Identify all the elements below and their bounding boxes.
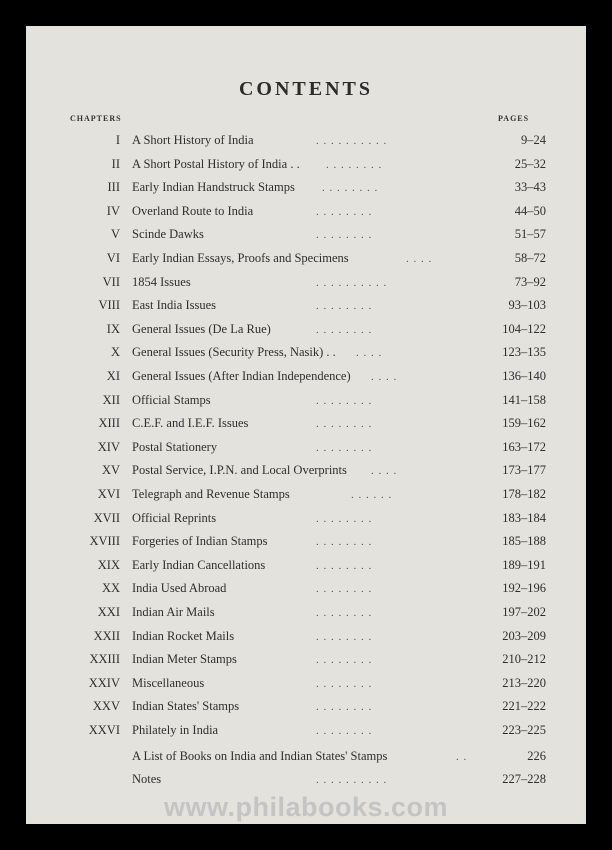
- chapter-title: A Short History of India: [132, 133, 254, 147]
- chapter-title: Philately in India: [132, 723, 219, 737]
- page-range: 223–225: [502, 723, 546, 737]
- page-title: CONTENTS: [238, 78, 374, 100]
- toc-entry: [26, 487, 586, 507]
- dot-leader: . . . . . . . .: [316, 677, 373, 690]
- chapter-title: Notes: [132, 772, 162, 787]
- chapter-title: Miscellaneous: [132, 675, 205, 690]
- dot-leader: . . . . . . . .: [316, 300, 373, 313]
- toc-entry: [26, 511, 586, 531]
- watermark: www.philabooks.com: [163, 792, 449, 822]
- chapter-number: II: [111, 156, 120, 171]
- toc-entry: [26, 440, 586, 460]
- chapter-title: Early Indian Essays, Proofs and Specimens: [132, 251, 349, 265]
- page-range: 44–50: [514, 203, 546, 218]
- toc-entry: [26, 275, 586, 295]
- chapter-title: Indian States' Stamps: [132, 699, 240, 714]
- chapter-title: A List of Books on India and Indian States' Stamps: [132, 748, 388, 763]
- dot-leader: . . . . . . . .: [316, 536, 373, 549]
- page-range: 163–172: [502, 439, 546, 454]
- page-range: 33–43: [514, 180, 546, 195]
- dot-leader: . . . . . . . .: [316, 701, 373, 714]
- chapter-number: XXII: [93, 628, 120, 643]
- toc-entry: [26, 227, 586, 247]
- chapter-number: XVIII: [89, 534, 120, 549]
- toc-entry: [26, 534, 586, 554]
- chapter-number: IV: [106, 203, 120, 218]
- chapter-number: XXV: [92, 699, 120, 714]
- chapter-number: XXVI: [88, 723, 120, 737]
- chapter-title: Early Indian Cancellations: [132, 557, 266, 572]
- toc-entry: [26, 369, 586, 389]
- chapter-number: III: [107, 180, 120, 195]
- chapter-title: C.E.F. and I.E.F. Issues: [132, 416, 249, 431]
- dot-leader: . . . . . . . .: [316, 607, 373, 619]
- chapter-number: XVII: [93, 510, 120, 525]
- page-range: 51–57: [514, 227, 546, 242]
- chapter-title: East India Issues: [132, 298, 217, 313]
- toc-entry: [26, 676, 586, 696]
- dot-leader: . . . . . .: [351, 489, 393, 501]
- page-range: 213–220: [502, 675, 546, 690]
- dot-leader: . . . . . . . .: [316, 394, 373, 407]
- dot-leader: . . . . . . . .: [316, 725, 373, 737]
- book-page: [26, 26, 586, 824]
- chapter-number: XI: [106, 369, 120, 383]
- chapter-title: Early Indian Handstruck Stamps: [132, 180, 295, 195]
- toc-entry: [26, 180, 586, 200]
- dot-leader: . . . . . . . .: [316, 512, 373, 525]
- page-range: 159–162: [502, 416, 546, 431]
- page-range: 226: [527, 748, 546, 763]
- toc-entry: [26, 581, 586, 601]
- dot-leader: . . . .: [356, 347, 383, 360]
- toc-entry: [26, 393, 586, 413]
- chapter-title: Indian Meter Stamps: [132, 652, 237, 667]
- chapter-title: Forgeries of Indian Stamps: [132, 534, 268, 549]
- chapter-title: Overland Route to India: [132, 203, 254, 218]
- page-range: 123–135: [502, 345, 546, 360]
- chapter-number: XXIII: [89, 652, 120, 667]
- page-range: 178–182: [502, 487, 546, 501]
- dot-leader: . . . . . . . .: [316, 229, 373, 242]
- chapter-number: X: [110, 345, 120, 360]
- chapter-number: VI: [106, 251, 120, 265]
- page-range: 221–222: [502, 699, 546, 714]
- page-range: 73–92: [514, 274, 546, 289]
- toc-entry: [26, 322, 586, 342]
- chapter-number: V: [110, 227, 120, 242]
- dot-leader: . . . . . . . .: [316, 441, 373, 454]
- toc-entry: [26, 157, 586, 177]
- page-range: 9–24: [521, 133, 546, 147]
- chapter-title: A Short Postal History of India . .: [132, 156, 300, 171]
- chapter-number: VII: [102, 274, 120, 289]
- page-range: 189–191: [502, 557, 546, 572]
- toc-entry: [26, 345, 586, 365]
- chapter-number: XV: [101, 463, 120, 478]
- toc-entry: [26, 772, 586, 792]
- page-range: 183–184: [502, 510, 546, 525]
- chapter-title: General Issues (After Indian Independence): [132, 369, 351, 383]
- toc-entry: [26, 723, 586, 743]
- chapter-number: VIII: [98, 298, 120, 313]
- chapter-title: Scinde Dawks: [132, 227, 204, 242]
- toc-entry: [26, 699, 586, 719]
- page-range: 141–158: [502, 392, 546, 407]
- chapter-number: XXI: [97, 605, 120, 619]
- page-range: 173–177: [502, 463, 546, 478]
- dot-leader: . . . .: [406, 253, 433, 265]
- chapter-number: XX: [101, 581, 120, 596]
- dot-leader: . . . . . . . . . .: [316, 135, 388, 147]
- toc-entry: [26, 204, 586, 224]
- chapter-number: XXIV: [88, 675, 120, 690]
- chapter-number: I: [115, 133, 120, 147]
- dot-leader: . . . . . . . .: [316, 654, 373, 667]
- chapter-title: General Issues (Security Press, Nasik) . .: [132, 345, 336, 360]
- dot-leader: . . . . . . . .: [316, 583, 373, 596]
- toc-entry: [26, 558, 586, 578]
- toc-entry: [26, 629, 586, 649]
- chapter-number: XIV: [97, 439, 120, 454]
- dot-leader: . . . . . . . .: [316, 418, 373, 431]
- dot-leader: . . . . . . . .: [326, 158, 383, 171]
- chapter-title: General Issues (De La Rue): [132, 321, 271, 336]
- chapters-column-header: CHAPTERS: [70, 114, 122, 123]
- toc-entry: [26, 251, 586, 271]
- chapter-number: XVI: [97, 487, 120, 501]
- pages-column-header: PAGES: [498, 114, 530, 123]
- chapter-title: Official Reprints: [132, 510, 217, 525]
- toc-entry: [26, 605, 586, 625]
- chapter-title: Postal Stationery: [132, 439, 218, 454]
- dot-leader: . . . . . . . . . .: [316, 276, 388, 289]
- chapter-title: Official Stamps: [132, 392, 211, 407]
- chapter-title: Indian Rocket Mails: [132, 628, 235, 643]
- chapter-title: Telegraph and Revenue Stamps: [132, 487, 290, 501]
- chapter-title: 1854 Issues: [132, 274, 191, 289]
- chapter-title: India Used Abroad: [132, 581, 227, 596]
- chapter-title: Postal Service, I.P.N. and Local Overprints: [132, 463, 347, 478]
- toc-entry: [26, 298, 586, 318]
- dot-leader: . . . . . . . .: [316, 323, 373, 336]
- page-range: 136–140: [502, 369, 546, 383]
- chapter-number: XIX: [97, 557, 120, 572]
- dot-leader: . . . . . . . .: [316, 559, 373, 572]
- dot-leader: . . . .: [371, 371, 398, 383]
- toc-entry: [26, 749, 586, 769]
- page-range: 197–202: [502, 605, 546, 619]
- page-range: 25–32: [514, 156, 546, 171]
- page-range: 104–122: [502, 321, 546, 336]
- page-range: 93–103: [508, 298, 546, 313]
- dot-leader: . . . . . . . .: [316, 630, 373, 643]
- toc-entry: [26, 652, 586, 672]
- chapter-number: IX: [106, 321, 120, 336]
- dot-leader: . .: [456, 750, 468, 763]
- dot-leader: . . . . . . . . . .: [316, 774, 388, 787]
- page-range: 192–196: [502, 581, 546, 596]
- page-range: 227–228: [502, 772, 546, 787]
- dot-leader: . . . . . . . .: [322, 182, 379, 195]
- page-range: 203–209: [502, 628, 546, 643]
- chapter-number: XIII: [98, 416, 120, 431]
- chapter-number: XII: [102, 392, 120, 407]
- toc-entry: [26, 416, 586, 436]
- chapter-title: Indian Air Mails: [132, 605, 215, 619]
- toc-entry: [26, 463, 586, 483]
- page-range: 185–188: [502, 534, 546, 549]
- dot-leader: . . . . . . . .: [316, 205, 373, 218]
- dot-leader: . . . .: [371, 465, 398, 478]
- page-range: 58–72: [514, 251, 546, 265]
- toc-entry: [26, 133, 586, 153]
- page-range: 210–212: [502, 652, 546, 667]
